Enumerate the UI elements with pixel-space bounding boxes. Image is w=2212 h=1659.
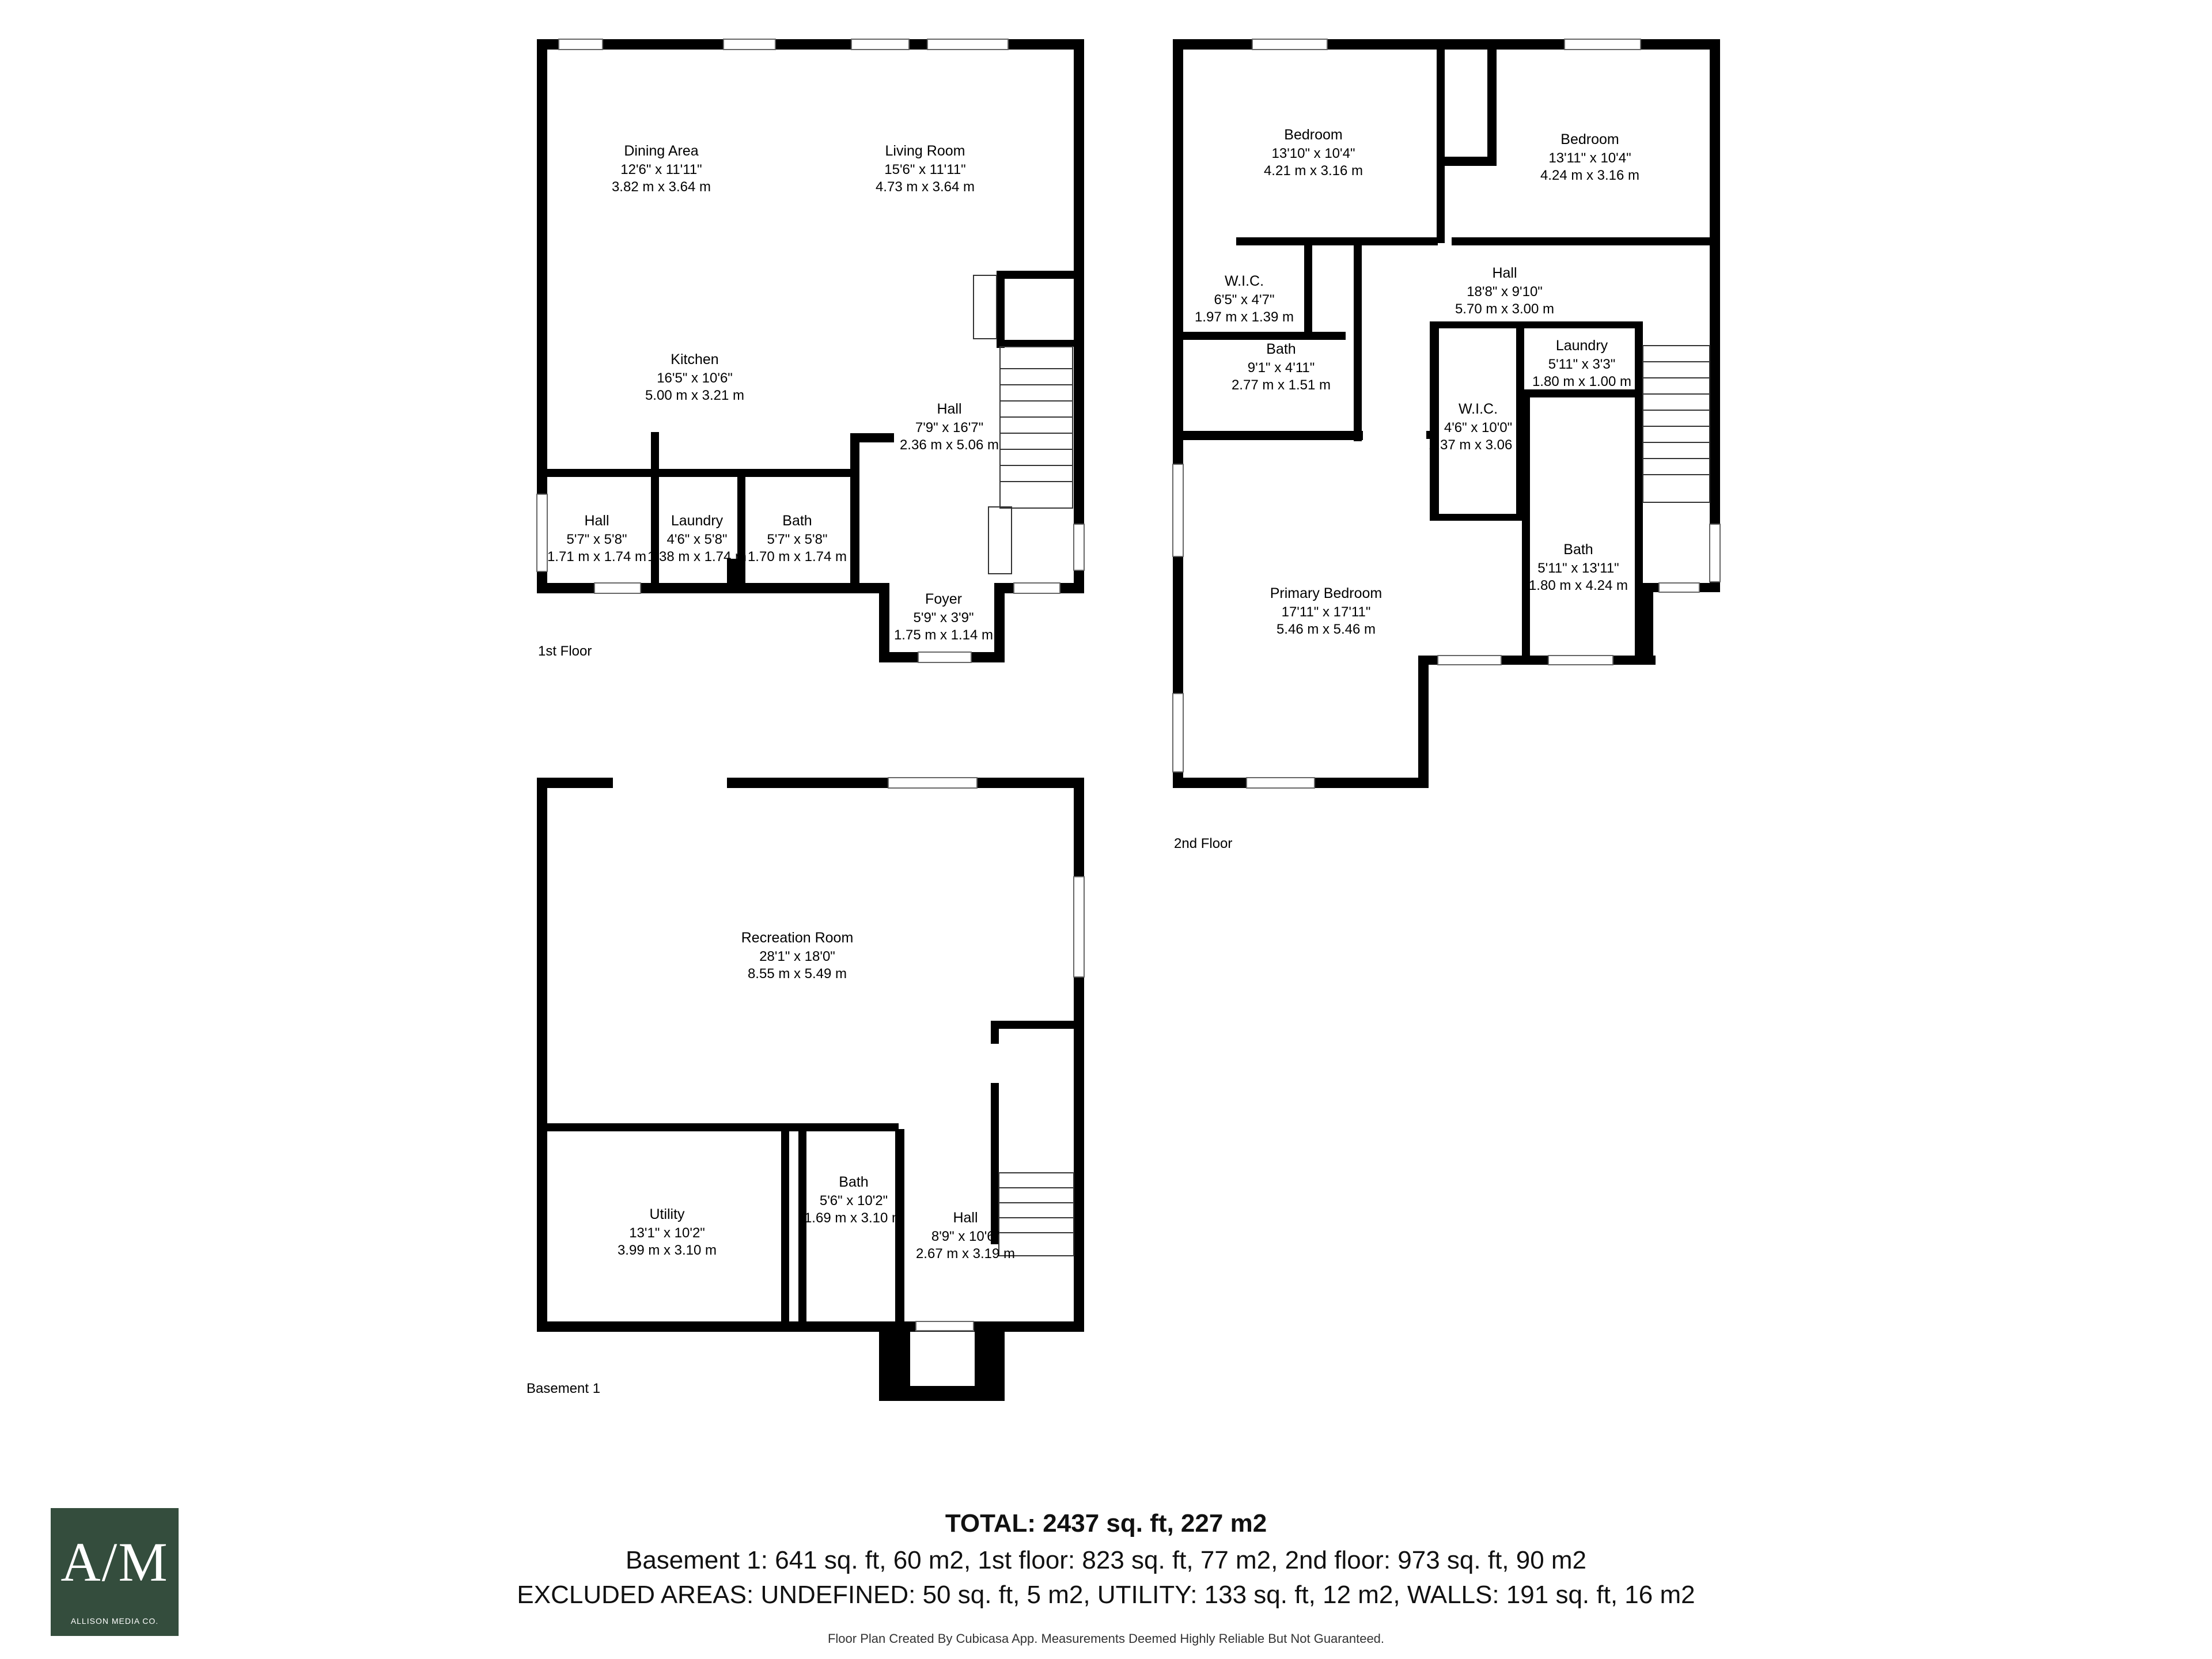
- room-metric: 1.75 m x 1.14 m: [893, 627, 994, 643]
- room-imperial: 5'7" x 5'8": [566, 532, 627, 547]
- room-dining-area: [612, 143, 711, 195]
- room-wic-b: [1429, 401, 1528, 453]
- room-metric: 1.80 m x 4.24 m: [1528, 578, 1628, 593]
- floor-label-basement: Basement 1: [527, 1381, 601, 1396]
- room-metric: 2.36 m x 5.06 m: [899, 437, 999, 453]
- room-imperial: 17'11" x 17'11": [1281, 604, 1371, 620]
- room-imperial: 13'1" x 10'2": [629, 1225, 705, 1241]
- room-metric: 1.70 m x 1.74 m: [747, 549, 847, 565]
- room-metric: 1.69 m x 3.10 m: [804, 1210, 904, 1226]
- room-metric: 4.73 m x 3.64 m: [875, 179, 975, 195]
- room-bath-1: [748, 513, 847, 565]
- room-bath-b: [804, 1174, 903, 1226]
- room-metric: 2.77 m x 1.51 m: [1231, 377, 1331, 393]
- disclaimer: Floor Plan Created By Cubicasa App. Measurements Deemed Highly Reliable But Not Guaranteed.: [827, 1631, 1385, 1646]
- room-metric: 8.55 m x 5.49 m: [747, 966, 847, 982]
- room-metric: 3.99 m x 3.10 m: [617, 1243, 717, 1258]
- second-floor-plan: [1173, 39, 1720, 788]
- room-bath-2b: [1529, 541, 1628, 593]
- room-hall-1a: [900, 401, 999, 453]
- room-foyer: [894, 591, 993, 643]
- room-imperial: 16'5" x 10'6": [657, 370, 733, 386]
- room-imperial: 6'5" x 4'7": [1214, 292, 1275, 308]
- room-imperial: 13'10" x 10'4": [1271, 146, 1355, 161]
- room-name: Bath: [1266, 341, 1296, 357]
- room-imperial: 9'1" x 4'11": [1247, 360, 1315, 376]
- room-metric: 4.24 m x 3.16 m: [1540, 168, 1640, 183]
- room-bedroom-b: [1540, 131, 1639, 183]
- room-name: Laundry: [1555, 338, 1608, 354]
- room-wic-a: [1195, 273, 1294, 325]
- room-imperial: 5'11" x 13'11": [1537, 560, 1619, 576]
- room-hall-1b: [547, 513, 646, 565]
- room-name: Foyer: [925, 591, 962, 607]
- room-metric: 5.46 m x 5.46 m: [1276, 622, 1376, 637]
- floor-label-1st: 1st Floor: [538, 643, 592, 659]
- room-laundry-1: [647, 513, 747, 565]
- room-imperial: 13'11" x 10'4": [1548, 150, 1631, 166]
- room-imperial: 5'11" x 3'3": [1548, 357, 1616, 372]
- excluded-areas-line: EXCLUDED AREAS: UNDEFINED: 50 sq. ft, 5 m2, UTILITY: 133 sq. ft, 12 m2, WALLS: 191 sq. ft, 16 m2: [517, 1581, 1695, 1609]
- basement-plan: [537, 778, 1084, 1401]
- room-metric: 1.71 m x 1.74 m: [547, 549, 647, 565]
- room-name: Hall: [584, 513, 609, 529]
- room-kitchen: [645, 351, 744, 403]
- room-laundry-2: [1532, 338, 1631, 389]
- room-metric: 2.67 m x 3.19 m: [915, 1246, 1016, 1262]
- room-name: Hall: [937, 401, 962, 417]
- room-imperial: 28'1" x 18'0": [759, 949, 835, 964]
- room-name: Hall: [1492, 265, 1517, 281]
- room-name: Primary Bedroom: [1270, 585, 1382, 601]
- room-imperial: 5'7" x 5'8": [767, 532, 828, 547]
- room-metric: 3.82 m x 3.64 m: [611, 179, 711, 195]
- floor-areas-line: Basement 1: 641 sq. ft, 60 m2, 1st floor: 823 sq. ft, 77 m2, 2nd floor: 973 sq. ft, 90 m2: [625, 1546, 1587, 1574]
- room-metric: 5.00 m x 3.21 m: [645, 388, 745, 403]
- room-name: Kitchen: [671, 351, 719, 368]
- room-name: W.I.C.: [1224, 273, 1264, 289]
- room-name: Utility: [649, 1206, 685, 1222]
- room-name: Bath: [782, 513, 812, 529]
- room-living-room: [876, 143, 975, 195]
- room-imperial: 7'9" x 16'7": [915, 420, 984, 435]
- logo-mark: A/M: [60, 1531, 169, 1593]
- first-floor-plan: [537, 39, 1084, 662]
- room-name: Bedroom: [1560, 131, 1619, 147]
- room-imperial: 15'6" x 11'11": [884, 162, 966, 177]
- room-imperial: 4'6" x 5'8": [666, 532, 728, 547]
- room-bedroom-a: [1264, 127, 1363, 179]
- room-name: Laundry: [671, 513, 724, 529]
- room-imperial: 5'9" x 3'9": [913, 610, 974, 626]
- room-name: Bedroom: [1284, 127, 1343, 143]
- room-metric: 1.38 m x 1.74 m: [647, 549, 747, 565]
- room-imperial: 4'6" x 10'0": [1444, 420, 1513, 435]
- room-bath-2a: [1232, 341, 1331, 393]
- room-metric: 1.37 m x 3.06 m: [1428, 437, 1528, 453]
- room-metric: 5.70 m x 3.00 m: [1455, 301, 1555, 317]
- floor-label-2nd: 2nd Floor: [1174, 836, 1233, 851]
- room-name: Hall: [953, 1210, 978, 1226]
- room-name: W.I.C.: [1458, 401, 1498, 417]
- room-imperial: 18'8" x 9'10": [1467, 284, 1543, 300]
- room-metric: 4.21 m x 3.16 m: [1263, 163, 1363, 179]
- room-utility: [618, 1206, 717, 1258]
- room-hall-2: [1455, 265, 1554, 317]
- room-name: Dining Area: [624, 143, 699, 159]
- room-name: Bath: [1563, 541, 1593, 558]
- room-name: Bath: [839, 1174, 869, 1190]
- room-metric: 1.97 m x 1.39 m: [1194, 309, 1294, 325]
- total-area: TOTAL: 2437 sq. ft, 227 m2: [945, 1509, 1267, 1537]
- room-imperial: 5'6" x 10'2": [819, 1193, 888, 1209]
- room-recreation-room: [741, 930, 854, 982]
- room-metric: 1.80 m x 1.00 m: [1532, 374, 1632, 389]
- room-name: Living Room: [885, 143, 965, 159]
- room-imperial: 8'9" x 10'6": [931, 1229, 1000, 1244]
- room-imperial: 12'6" x 11'11": [620, 162, 702, 177]
- room-name: Recreation Room: [741, 930, 854, 946]
- logo-name: ALLISON MEDIA CO.: [70, 1616, 159, 1626]
- room-labels: [547, 127, 1639, 1262]
- room-primary-bedroom: [1270, 585, 1382, 637]
